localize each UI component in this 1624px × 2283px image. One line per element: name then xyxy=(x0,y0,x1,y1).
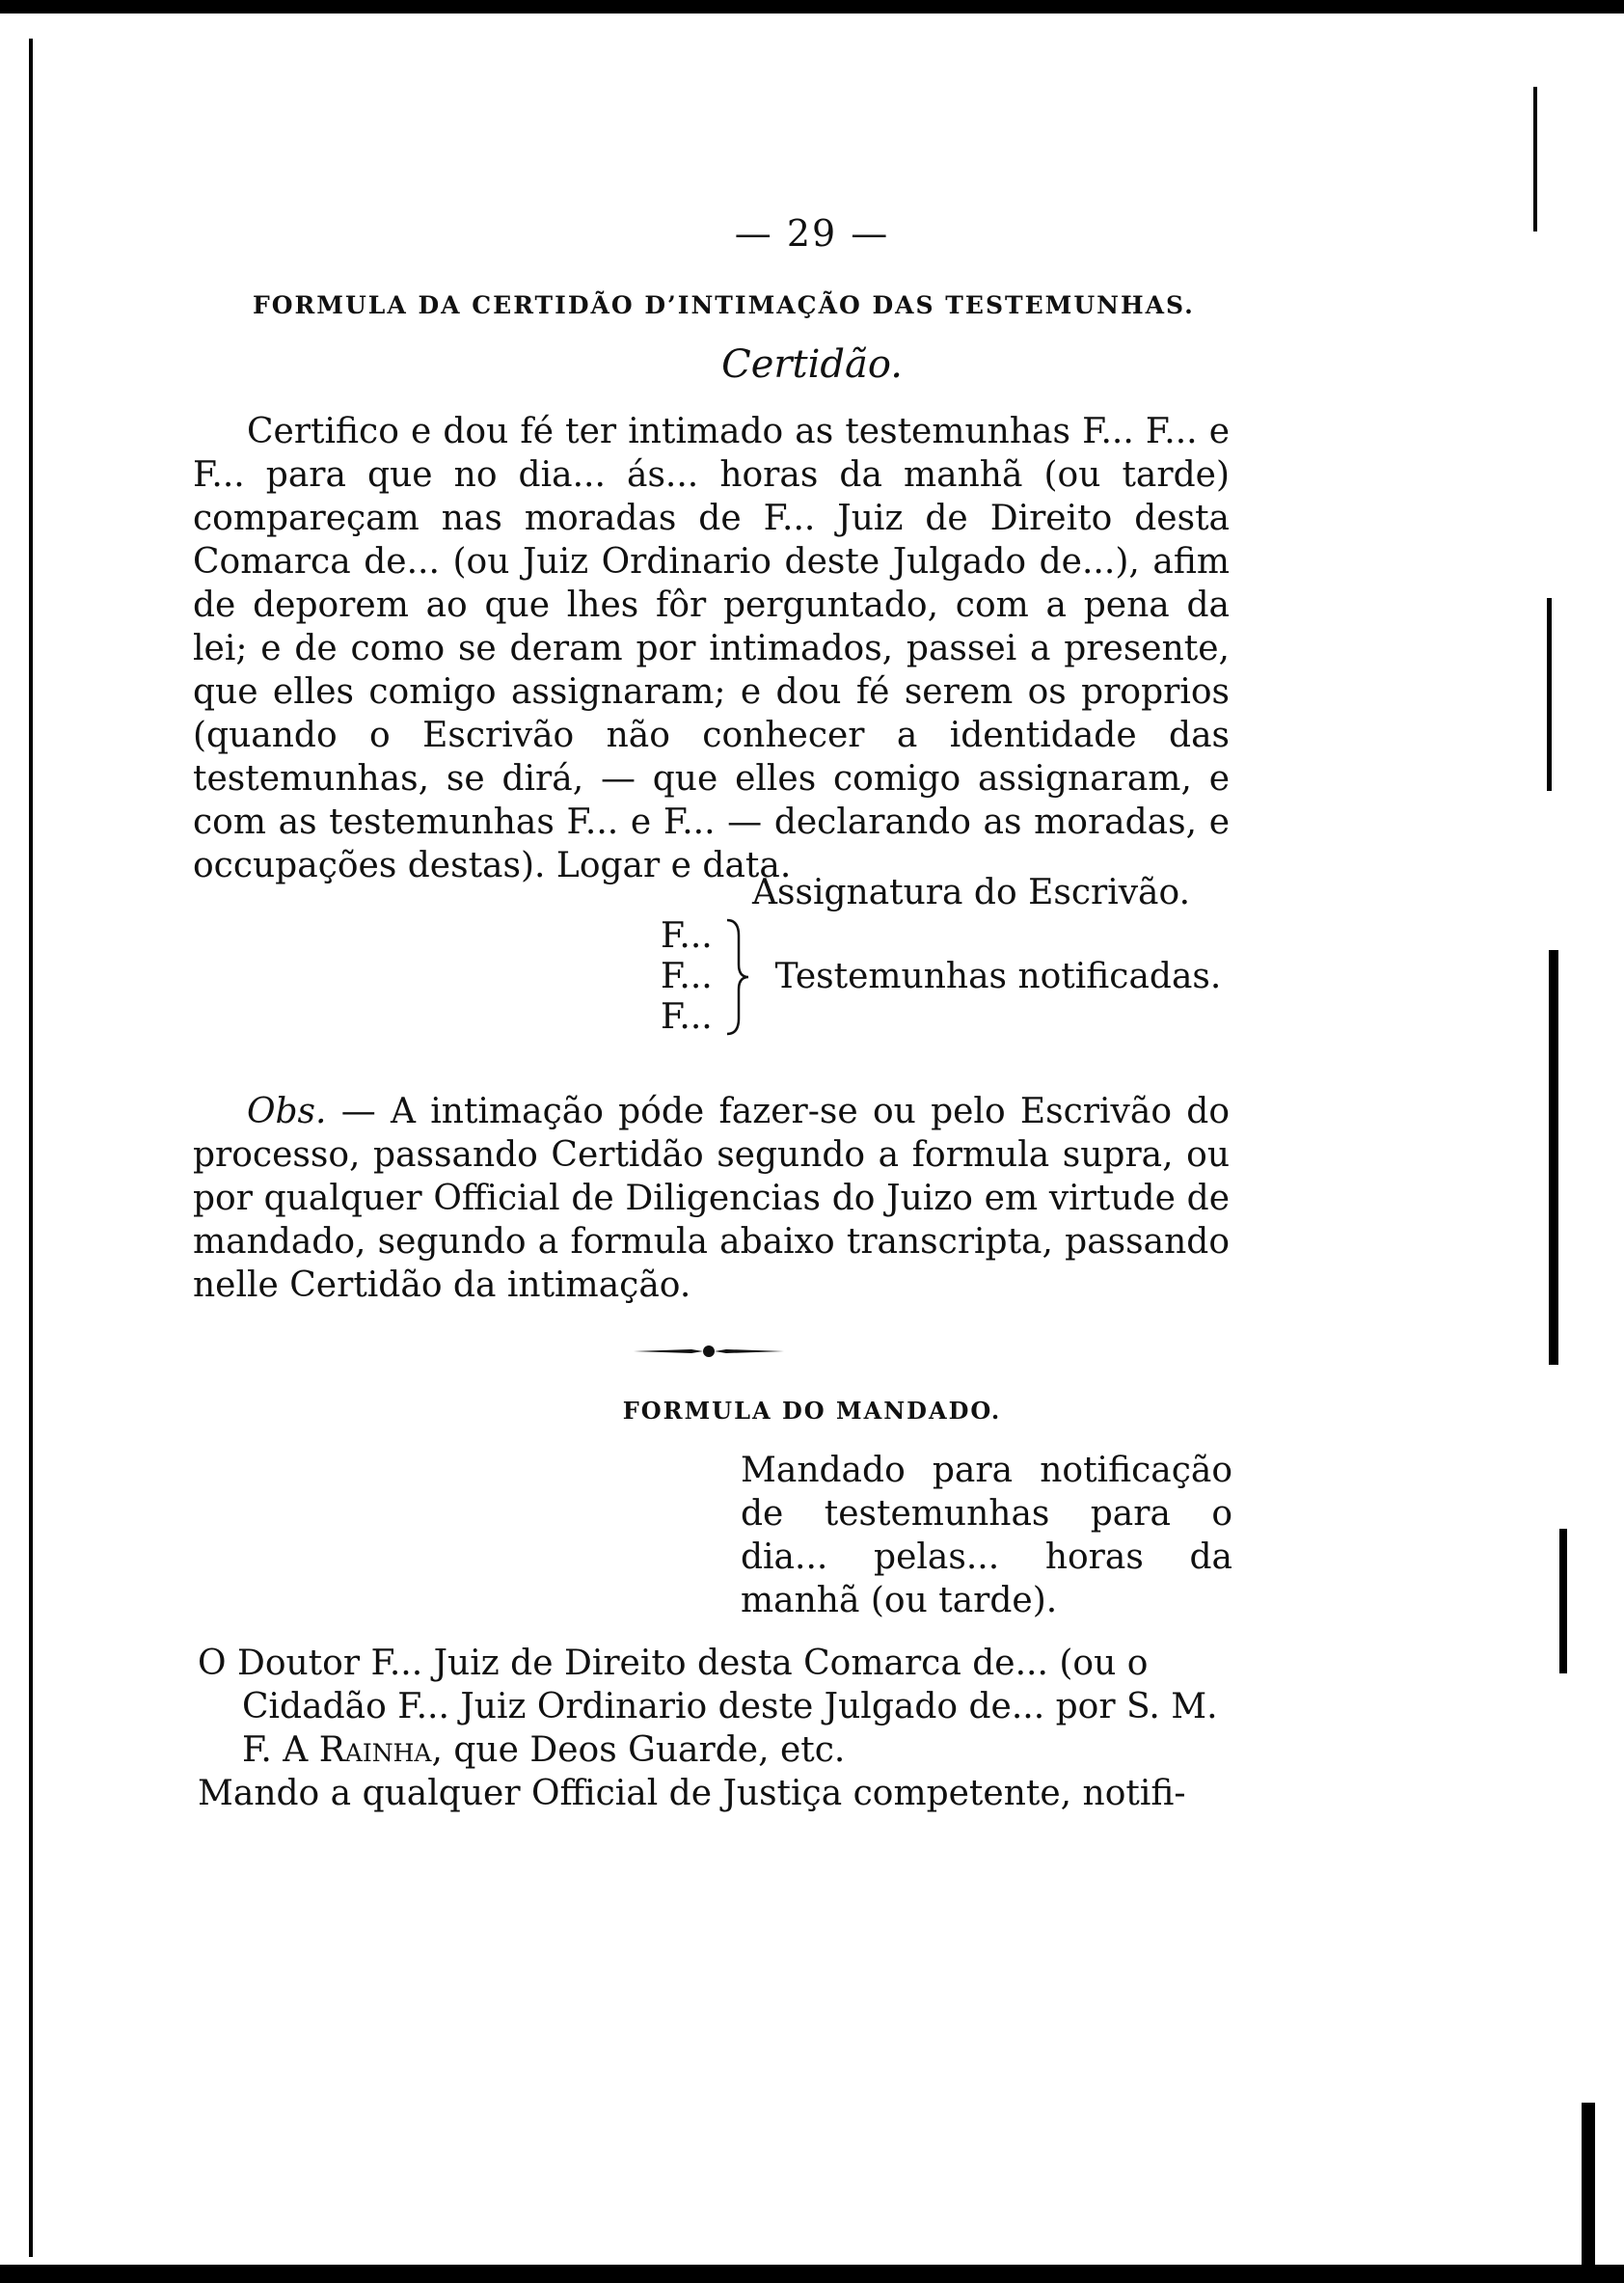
mandado-intro xyxy=(198,1642,1244,1772)
witness-names xyxy=(661,916,713,1038)
mandado-order: Mando a qualquer Official de Justiça competente, notifi- xyxy=(198,1774,1186,1813)
bottom-scan-edge xyxy=(0,2265,1624,2283)
right-scan-mark-2 xyxy=(1559,1529,1567,1673)
mandado-summary: Mandado para notificação de testemunhas para o dia... pelas... horas da manhã (ou tarde). xyxy=(741,1451,1232,1620)
mandado-rainha: Rainha xyxy=(318,1730,432,1770)
right-scan-mark-4 xyxy=(1533,87,1537,231)
page-number: — 29 — xyxy=(734,212,890,255)
ornament-divider xyxy=(632,1343,786,1360)
obs-note xyxy=(193,1090,1230,1307)
certidao-heading: FORMULA DA CERTIDÃO D’INTIMAÇÃO DAS TESTEMUNHAS. xyxy=(253,291,1195,319)
mandado-intro-a: O Doutor F... Juiz de Direito desta Comarca de... (ou o Cidadão F... Juiz Ordinario deste Julgado de... por S. M. F. A xyxy=(198,1644,1218,1770)
witness-name: F... xyxy=(661,957,713,996)
obs-text: — A intimação póde fazer-se ou pelo Escrivão do processo, passando Certidão segundo a formula supra, ou por qualquer Official de Diligencias do Juizo em virtude de mandado, segundo a formula abaixo transcripta, passando nelle Certidão da intimação. xyxy=(193,1092,1230,1305)
mandado-intro-b: , que Deos Guarde, etc. xyxy=(431,1730,846,1770)
brace-icon xyxy=(723,916,752,1038)
right-scan-edge xyxy=(1582,2103,1595,2267)
top-scan-edge xyxy=(0,0,1624,14)
right-scan-mark xyxy=(1549,950,1558,1365)
witness-caption: Testemunhas notificadas. xyxy=(774,957,1222,996)
witness-block xyxy=(661,916,1221,1038)
certidao-paragraph xyxy=(193,410,1230,887)
obs-label: Obs. xyxy=(247,1092,327,1131)
mandado-body xyxy=(198,1642,1244,1815)
certidao-text: Certifico e dou fé ter intimado as testemunhas F... F... e F... para que no dia... ás... horas da manhã (ou tarde) compareçam nas moradas de F... Juiz de Direito desta Comarca de... (ou Juiz Ordinario deste Julgado de...), afim de deporem ao que lhes fôr perguntado, com a pena da lei; e de como se deram por intimados, passei a presente, que elles comigo assignaram; e dou fé serem os proprios (quando o Escrivão não conhecer a identidade das testemunhas, se dirá, — que elles comigo assignaram, e com as testemunhas F... e F... — declarando as moradas, e occupações destas). Logar e data. xyxy=(193,412,1230,885)
witness-name: F... xyxy=(661,997,713,1037)
signature-line: Assignatura do Escrivão. xyxy=(752,873,1191,912)
mandado-heading: FORMULA DO MANDADO. xyxy=(622,1397,1002,1425)
witness-name: F... xyxy=(661,916,713,956)
right-scan-mark-3 xyxy=(1547,598,1552,791)
certidao-title: Certidão. xyxy=(721,342,903,387)
obs-paragraph xyxy=(193,1090,1230,1307)
